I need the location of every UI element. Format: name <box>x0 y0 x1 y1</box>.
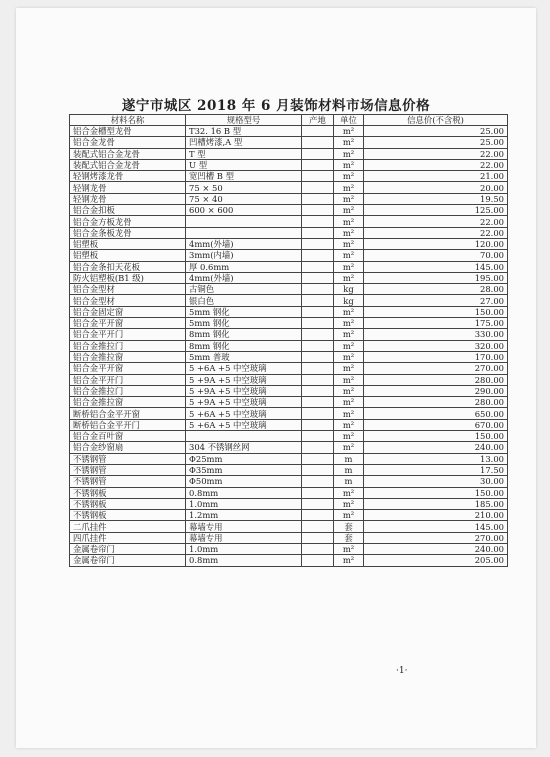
unit-cell: m² <box>334 261 364 272</box>
unit-cell: m² <box>334 238 364 249</box>
spec-cell: 5mm 钢化 <box>186 306 302 317</box>
unit-cell: kg <box>334 284 364 295</box>
spec-cell: 厚 0.6mm <box>186 261 302 272</box>
price-cell: 150.00 <box>364 487 508 498</box>
origin-cell <box>302 126 334 137</box>
table-row <box>70 543 508 554</box>
unit-cell: m² <box>334 442 364 453</box>
material-name-cell: 铝合金型材 <box>70 284 186 295</box>
unit-cell: m² <box>334 137 364 148</box>
table-row <box>70 171 508 182</box>
price-cell: 125.00 <box>364 205 508 216</box>
origin-cell <box>302 295 334 306</box>
spec-cell: 0.8mm <box>186 555 302 566</box>
price-cell: 20.00 <box>364 182 508 193</box>
origin-cell <box>302 171 334 182</box>
header-material-name: 材料名称 <box>70 115 186 126</box>
material-name-cell: 铝合金扣板 <box>70 205 186 216</box>
header-spec: 规格型号 <box>186 115 302 126</box>
origin-cell <box>302 205 334 216</box>
table-row <box>70 306 508 317</box>
unit-cell: m² <box>334 329 364 340</box>
material-name-cell: 铝合金固定窗 <box>70 306 186 317</box>
material-name-cell: 不锈钢板 <box>70 487 186 498</box>
table-row <box>70 374 508 385</box>
price-cell: 280.00 <box>364 397 508 408</box>
unit-cell: m² <box>334 193 364 204</box>
origin-cell <box>302 272 334 283</box>
origin-cell <box>302 182 334 193</box>
price-cell: 22.00 <box>364 216 508 227</box>
origin-cell <box>302 442 334 453</box>
spec-cell <box>186 431 302 442</box>
material-name-cell: 铝合金平开窗 <box>70 363 186 374</box>
price-cell: 25.00 <box>364 126 508 137</box>
spec-cell: 1.0mm <box>186 543 302 554</box>
unit-cell: m² <box>334 272 364 283</box>
unit-cell: m <box>334 464 364 475</box>
price-cell: 270.00 <box>364 363 508 374</box>
spec-cell: T32. 16 B 型 <box>186 126 302 137</box>
spec-cell: 古铜色 <box>186 284 302 295</box>
table-row <box>70 250 508 261</box>
unit-cell: m² <box>334 351 364 362</box>
table-row <box>70 272 508 283</box>
table-row <box>70 510 508 521</box>
price-cell: 240.00 <box>364 442 508 453</box>
table-row <box>70 442 508 453</box>
table-row <box>70 126 508 137</box>
unit-cell: m² <box>334 340 364 351</box>
price-cell: 22.00 <box>364 227 508 238</box>
spec-cell: 5 +9A +5 中空玻璃 <box>186 385 302 396</box>
table-row <box>70 476 508 487</box>
table-row <box>70 227 508 238</box>
spec-cell: 宽凹槽 B 型 <box>186 171 302 182</box>
spec-cell: 600 × 600 <box>186 205 302 216</box>
origin-cell <box>302 419 334 430</box>
spec-cell <box>186 227 302 238</box>
origin-cell <box>302 532 334 543</box>
spec-cell: 5mm 普玻 <box>186 351 302 362</box>
material-name-cell: 铝合金推拉门 <box>70 385 186 396</box>
table-row <box>70 419 508 430</box>
table-row <box>70 408 508 419</box>
spec-cell: 75 × 40 <box>186 193 302 204</box>
material-name-cell: 金属卷帘门 <box>70 543 186 554</box>
origin-cell <box>302 137 334 148</box>
material-name-cell: 铝合金平开窗 <box>70 318 186 329</box>
spec-cell: Φ35mm <box>186 464 302 475</box>
price-cell: 320.00 <box>364 340 508 351</box>
origin-cell <box>302 487 334 498</box>
material-name-cell: 铝合金百叶窗 <box>70 431 186 442</box>
table-row <box>70 363 508 374</box>
origin-cell <box>302 284 334 295</box>
price-cell: 150.00 <box>364 431 508 442</box>
price-cell: 195.00 <box>364 272 508 283</box>
origin-cell <box>302 374 334 385</box>
price-cell: 650.00 <box>364 408 508 419</box>
material-name-cell: 不锈钢管 <box>70 464 186 475</box>
table-row <box>70 284 508 295</box>
origin-cell <box>302 408 334 419</box>
document-title: 遂宁市城区 2018 年 6 月装饰材料市场信息价格 <box>121 98 431 114</box>
material-name-cell: 铝塑板 <box>70 250 186 261</box>
unit-cell: kg <box>334 295 364 306</box>
table-row <box>70 182 508 193</box>
spec-cell: 304 不锈钢丝网 <box>186 442 302 453</box>
spec-cell: 8mm 钢化 <box>186 340 302 351</box>
material-name-cell: 二爪挂件 <box>70 521 186 532</box>
material-name-cell: 铝塑板 <box>70 238 186 249</box>
price-cell: 19.50 <box>364 193 508 204</box>
unit-cell: m² <box>334 250 364 261</box>
unit-cell: m² <box>334 205 364 216</box>
material-name-cell: 轻钢龙骨 <box>70 182 186 193</box>
unit-cell: 套 <box>334 532 364 543</box>
spec-cell <box>186 216 302 227</box>
unit-cell: 套 <box>334 521 364 532</box>
origin-cell <box>302 543 334 554</box>
spec-cell: 8mm 钢化 <box>186 329 302 340</box>
table-row <box>70 329 508 340</box>
origin-cell <box>302 555 334 566</box>
table-row <box>70 532 508 543</box>
material-name-cell: 铝合金条板龙骨 <box>70 227 186 238</box>
origin-cell <box>302 238 334 249</box>
material-name-cell: 铝合金型材 <box>70 295 186 306</box>
unit-cell: m² <box>334 318 364 329</box>
material-name-cell: 铝合金纱窗扇 <box>70 442 186 453</box>
table-row <box>70 453 508 464</box>
table-header-row <box>70 115 508 126</box>
origin-cell <box>302 385 334 396</box>
origin-cell <box>302 318 334 329</box>
price-cell: 22.00 <box>364 148 508 159</box>
spec-cell: 4mm(外墙) <box>186 238 302 249</box>
table-row <box>70 385 508 396</box>
spec-cell: 5 +6A +5 中空玻璃 <box>186 408 302 419</box>
unit-cell: m <box>334 476 364 487</box>
material-name-cell: 铝合金推拉窗 <box>70 351 186 362</box>
material-name-cell: 铝合金龙骨 <box>70 137 186 148</box>
table-row <box>70 193 508 204</box>
price-cell: 30.00 <box>364 476 508 487</box>
table-row <box>70 431 508 442</box>
material-name-cell: 不锈钢板 <box>70 498 186 509</box>
price-cell: 205.00 <box>364 555 508 566</box>
price-cell: 22.00 <box>364 159 508 170</box>
material-name-cell: 铝合金平开门 <box>70 374 186 385</box>
spec-cell: 1.2mm <box>186 510 302 521</box>
spec-cell: 幕墙专用 <box>186 532 302 543</box>
table-row <box>70 261 508 272</box>
table-row <box>70 295 508 306</box>
unit-cell: m² <box>334 397 364 408</box>
spec-cell: 4mm(外墙) <box>186 272 302 283</box>
material-name-cell: 轻钢烤漆龙骨 <box>70 171 186 182</box>
price-cell: 145.00 <box>364 261 508 272</box>
material-name-cell: 轻钢龙骨 <box>70 193 186 204</box>
price-cell: 27.00 <box>364 295 508 306</box>
spec-cell: 5 +9A +5 中空玻璃 <box>186 374 302 385</box>
origin-cell <box>302 250 334 261</box>
spec-cell: 5 +6A +5 中空玻璃 <box>186 363 302 374</box>
price-cell: 25.00 <box>364 137 508 148</box>
price-cell: 150.00 <box>364 306 508 317</box>
spec-cell: U 型 <box>186 159 302 170</box>
material-name-cell: 铝合金槽型龙骨 <box>70 126 186 137</box>
table-row <box>70 318 508 329</box>
origin-cell <box>302 363 334 374</box>
table-row <box>70 340 508 351</box>
spec-cell: 幕墙专用 <box>186 521 302 532</box>
table-row <box>70 397 508 408</box>
price-cell: 670.00 <box>364 419 508 430</box>
material-name-cell: 铝合金条扣天花板 <box>70 261 186 272</box>
table-row <box>70 238 508 249</box>
spec-cell: Φ50mm <box>186 476 302 487</box>
table-row <box>70 464 508 475</box>
header-unit: 单位 <box>334 115 364 126</box>
price-cell: 120.00 <box>364 238 508 249</box>
spec-cell: 5 +6A +5 中空玻璃 <box>186 419 302 430</box>
unit-cell: m² <box>334 408 364 419</box>
origin-cell <box>302 431 334 442</box>
origin-cell <box>302 340 334 351</box>
unit-cell: m <box>334 453 364 464</box>
table-row <box>70 521 508 532</box>
price-cell: 210.00 <box>364 510 508 521</box>
table-body <box>70 126 508 567</box>
price-cell: 70.00 <box>364 250 508 261</box>
material-name-cell: 不锈钢管 <box>70 476 186 487</box>
origin-cell <box>302 261 334 272</box>
price-cell: 280.00 <box>364 374 508 385</box>
spec-cell: 0.8mm <box>186 487 302 498</box>
material-name-cell: 防火铝塑板(B1 级) <box>70 272 186 283</box>
unit-cell: m² <box>334 431 364 442</box>
unit-cell: m² <box>334 126 364 137</box>
spec-cell: 凹槽烤漆,A 型 <box>186 137 302 148</box>
material-name-cell: 铝合金推拉窗 <box>70 397 186 408</box>
unit-cell: m² <box>334 171 364 182</box>
material-name-cell: 断桥铝合金平开窗 <box>70 408 186 419</box>
document-page <box>16 8 536 748</box>
price-cell: 330.00 <box>364 329 508 340</box>
material-name-cell: 铝合金平开门 <box>70 329 186 340</box>
table-row <box>70 159 508 170</box>
spec-cell: Φ25mm <box>186 453 302 464</box>
material-name-cell: 装配式铝合金龙骨 <box>70 159 186 170</box>
page-number: ·1· <box>396 666 408 676</box>
spec-cell: 75 × 50 <box>186 182 302 193</box>
spec-cell: 3mm(内墙) <box>186 250 302 261</box>
unit-cell: m² <box>334 374 364 385</box>
price-cell: 270.00 <box>364 532 508 543</box>
spec-cell: T 型 <box>186 148 302 159</box>
header-origin: 产地 <box>302 115 334 126</box>
origin-cell <box>302 159 334 170</box>
unit-cell: m² <box>334 306 364 317</box>
unit-cell: m² <box>334 487 364 498</box>
price-cell: 145.00 <box>364 521 508 532</box>
origin-cell <box>302 193 334 204</box>
origin-cell <box>302 453 334 464</box>
unit-cell: m² <box>334 159 364 170</box>
material-name-cell: 铝合金推拉门 <box>70 340 186 351</box>
unit-cell: m² <box>334 216 364 227</box>
origin-cell <box>302 306 334 317</box>
price-cell: 17.50 <box>364 464 508 475</box>
table-row <box>70 487 508 498</box>
table-row <box>70 555 508 566</box>
unit-cell: m² <box>334 363 364 374</box>
origin-cell <box>302 397 334 408</box>
material-name-cell: 不锈钢板 <box>70 510 186 521</box>
unit-cell: m² <box>334 543 364 554</box>
price-cell: 240.00 <box>364 543 508 554</box>
unit-cell: m² <box>334 385 364 396</box>
spec-cell: 5mm 钢化 <box>186 318 302 329</box>
unit-cell: m² <box>334 510 364 521</box>
material-name-cell: 不锈钢管 <box>70 453 186 464</box>
price-cell: 175.00 <box>364 318 508 329</box>
table-row <box>70 148 508 159</box>
table-row <box>70 205 508 216</box>
unit-cell: m² <box>334 419 364 430</box>
price-cell: 170.00 <box>364 351 508 362</box>
origin-cell <box>302 521 334 532</box>
origin-cell <box>302 148 334 159</box>
table-row <box>70 498 508 509</box>
material-name-cell: 装配式铝合金龙骨 <box>70 148 186 159</box>
origin-cell <box>302 476 334 487</box>
unit-cell: m² <box>334 555 364 566</box>
table-row <box>70 351 508 362</box>
material-name-cell: 铝合金方板龙骨 <box>70 216 186 227</box>
origin-cell <box>302 510 334 521</box>
price-cell: 185.00 <box>364 498 508 509</box>
material-name-cell: 断桥铝合金平开门 <box>70 419 186 430</box>
origin-cell <box>302 216 334 227</box>
price-table <box>69 114 508 567</box>
spec-cell: 银白色 <box>186 295 302 306</box>
unit-cell: m² <box>334 182 364 193</box>
material-name-cell: 四爪挂件 <box>70 532 186 543</box>
price-cell: 13.00 <box>364 453 508 464</box>
origin-cell <box>302 351 334 362</box>
price-cell: 28.00 <box>364 284 508 295</box>
spec-cell: 1.0mm <box>186 498 302 509</box>
spec-cell: 5 +9A +5 中空玻璃 <box>186 397 302 408</box>
table-row <box>70 137 508 148</box>
unit-cell: m² <box>334 227 364 238</box>
price-cell: 290.00 <box>364 385 508 396</box>
table-row <box>70 216 508 227</box>
material-name-cell: 金属卷帘门 <box>70 555 186 566</box>
unit-cell: m² <box>334 148 364 159</box>
origin-cell <box>302 498 334 509</box>
origin-cell <box>302 329 334 340</box>
origin-cell <box>302 464 334 475</box>
header-price: 信息价(不含税) <box>364 115 508 126</box>
price-cell: 21.00 <box>364 171 508 182</box>
origin-cell <box>302 227 334 238</box>
unit-cell: m² <box>334 498 364 509</box>
